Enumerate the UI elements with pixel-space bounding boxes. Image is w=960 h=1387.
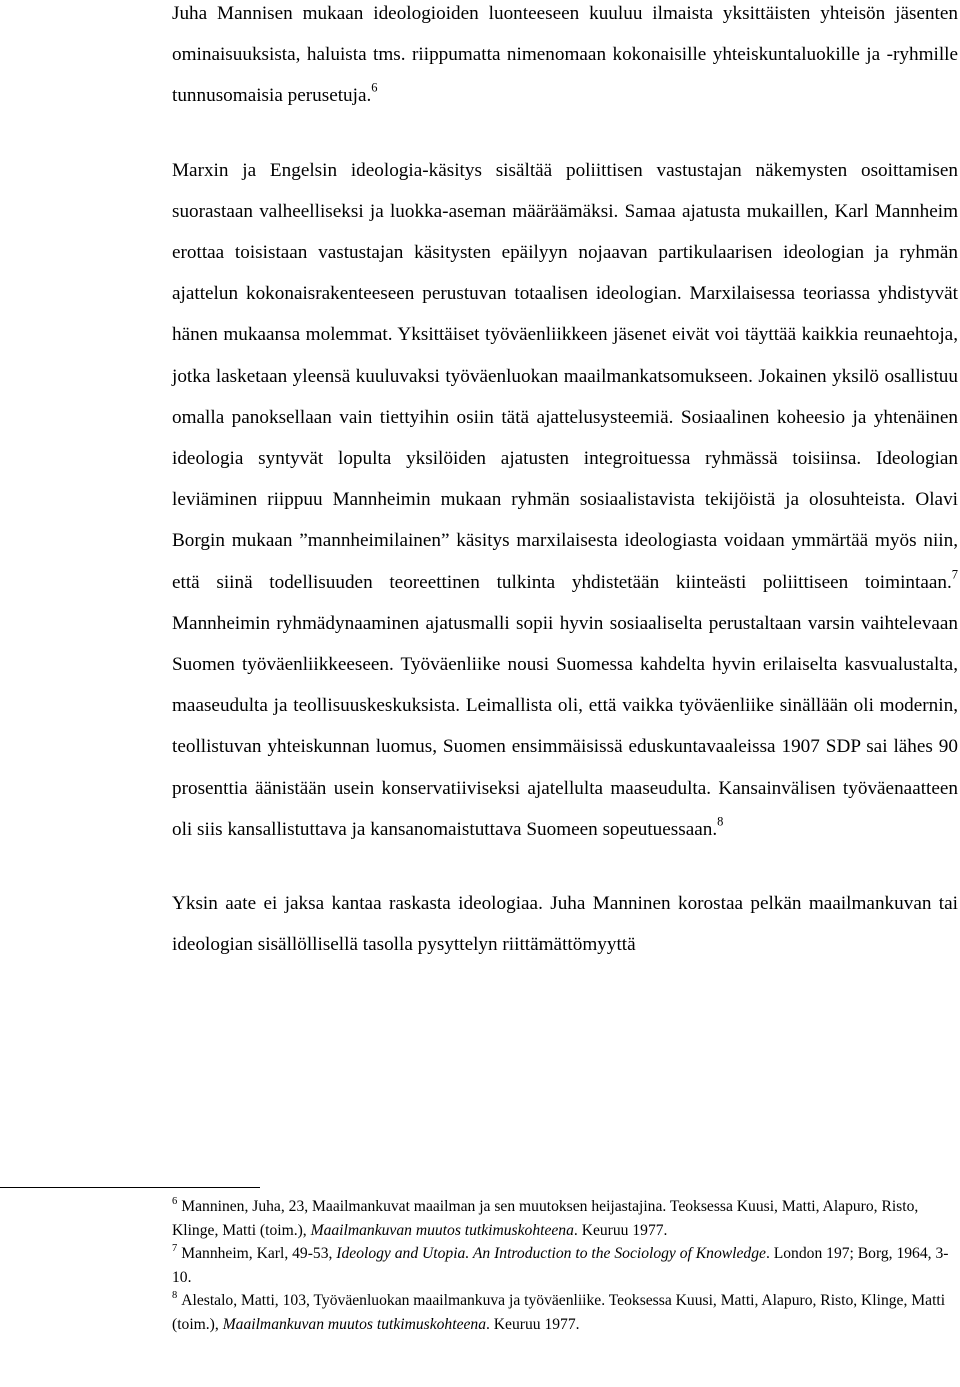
footnote-text: Alestalo, Matti, 103, Työväenluokan maailmankuva ja työväenliike. Teoksessa Kuusi, Matti, Alapuro, Risto, Klinge, Matti (toim.), bbox=[172, 1292, 946, 1333]
footnote-number: 8 bbox=[172, 1290, 178, 1302]
footnote-text: . Keuruu 1977. bbox=[486, 1315, 580, 1333]
footnotes bbox=[172, 1195, 958, 1336]
footnote-6 bbox=[172, 1195, 958, 1242]
footnote-title: Ideology and Utopia. An Introduction to the Sociology of Knowledge bbox=[336, 1245, 766, 1262]
footnote-8 bbox=[172, 1289, 958, 1336]
footnote-title: Maailmankuvan muutos tutkimuskohteena bbox=[310, 1221, 574, 1239]
footnote-text: . Keuruu 1977. bbox=[573, 1221, 668, 1239]
paragraph-text: Juha Mannisen mukaan ideologioiden luonteeseen kuuluu ilmaista yksittäisten yhteisön jäsenten ominaisuuksista, haluista tms. riippumatta nimenomaan kokonaisille yhteiskuntaluokille ja -ryhmille tunnusomaisia perusetuja. bbox=[172, 3, 958, 107]
footnote-number: 6 bbox=[172, 1196, 178, 1208]
footnote-ref-8: 8 bbox=[717, 814, 724, 829]
footnote-number: 7 bbox=[172, 1243, 178, 1255]
footnote-text: Manninen, Juha, 23, Maailmankuvat maailman ja sen muutoksen heijastajina. Teoksessa Kuusi, Matti, Alapuro, Risto, Klinge, Matti (toim.), bbox=[172, 1198, 919, 1239]
footnote-ref-6: 6 bbox=[371, 81, 378, 96]
footnote-7 bbox=[172, 1242, 958, 1289]
paragraph-text: Marxin ja Engelsin ideologia-käsitys sisältää poliittisen vastustajan näkemysten osoittamisen suorastaan valheelliseksi ja luokka-aseman määräämäksi. Samaa ajatusta mukaillen, Karl Mannheim erottaa toisistaan vastustajan käsitysten epäilyyn nojaavan partikulaarisen ideologian ja ryhmän ajattelun kokonaisrakenteeseen perustuvan totaalisen ideologian. Marxilaisessa teoriassa yhdistyvät hänen mukaansa molemmat. Yksittäiset työväenliikkeen jäsenet eivät voi täyttää kaikkia reunaehtoja, jotka lasketaan yleensä kuuluvaksi työväenluokan maailmankatsomukseen. Jokainen yksilö osallistuu omalla panoksellaan vain tiettyihin osiin tätä ajattelusysteemiä. Sosiaalinen koheesio ja yhtenäinen ideologia syntyvät lopulta yksilöiden ajatusten integroituessa ryhmässä toisiinsa. Ideologian leviäminen riippuu Mannheimin mukaan ryhmän sosiaalistavista tekijöistä ja olosuhteista. Olavi Borgin mukaan ”mannheimilainen” käsitys marxilaisesta ideologiasta voidaan ymmärtää myös niin, että siinä todellisuuden teoreettinen tulkinta yhdistetään kiinteästi poliittiseen toimintaan. bbox=[172, 159, 958, 593]
footnote-text: . London 197; Borg, 1964, 3-10. bbox=[172, 1245, 949, 1286]
footnote-title: Maailmankuvan muutos tutkimuskohteena bbox=[222, 1315, 486, 1333]
paragraph-marx-engels bbox=[172, 150, 958, 850]
paragraph-text: Mannheimin ryhmädynaaminen ajatusmalli sopii hyvin sosiaaliselta perustaltaan varsin vaihtelevaan Suomen työväenliikkeeseen. Työväenliike nousi Suomessa kahdelta hyvin erilaiselta kasvualustalta, maaseudulta ja teollisuuskeskuksista. Leimallista oli, että vaikka työväenliike sinällään oli modernin, teollistuvan yhteiskunnan luomus, Suomen ensimmäisissä eduskuntavaaleissa 1907 SDP sai lähes 90 prosenttia äänistään usein konservatiiviseksi ajatellulta maaseudulta. Kansainvälisen työväenaatteen oli siis kansallistuttava ja kansanomaistuttava Suomeen sopeutuessaan. bbox=[172, 612, 958, 840]
footnote-text: Mannheim, Karl, 49-53, bbox=[181, 1245, 337, 1262]
footnote-ref-7: 7 bbox=[951, 567, 958, 582]
footnote-separator bbox=[0, 1187, 260, 1188]
paragraph-ideology-definition bbox=[172, 0, 958, 117]
paragraph-text: Yksin aate ei jaksa kantaa raskasta ideologiaa. Juha Manninen korostaa pelkän maailmankuvan tai ideologian sisällöllisellä tasolla pysyttelyn riittämättömyyttä bbox=[172, 893, 958, 956]
paragraph-ideology-burden bbox=[172, 883, 958, 965]
document-page bbox=[172, 0, 958, 965]
